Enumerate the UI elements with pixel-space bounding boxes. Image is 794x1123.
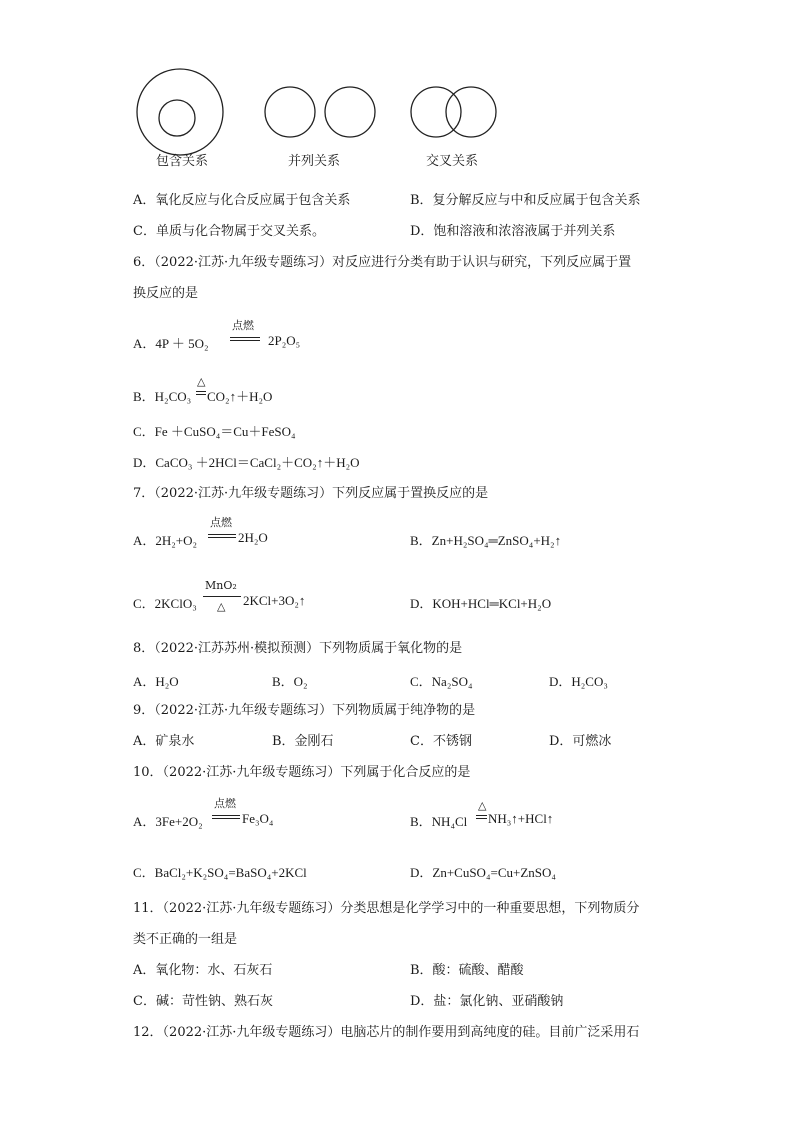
q7-c-heat: △ [217, 600, 226, 613]
q9-option-a: A．矿泉水 [133, 734, 195, 749]
q5-option-c: C．单质与化合物属于交叉关系。 [133, 224, 325, 239]
q10-option-a-right: Fe₃O₄ [242, 811, 274, 826]
q5-option-b: B．复分解反应与中和反应属于包含关系 [410, 193, 641, 208]
q10-option-a-left: A．3Fe+2O₂ [133, 814, 203, 829]
q7-c-equation-bar [203, 596, 241, 597]
q11-option-b: B．酸：硫酸、醋酸 [410, 963, 524, 978]
q10-option-d: D．Zn+CuSO₄=Cu+ZnSO₄ [410, 865, 556, 880]
q7-a-equation-bar [208, 534, 236, 538]
containment-outer-circle [137, 69, 223, 155]
q10-stem: 10．（2022·江苏·九年级专题练习）下列属于化合反应的是 [133, 765, 471, 780]
q8-stem: 8．（2022·江苏苏州·模拟预测）下列物质属于氧化物的是 [133, 641, 463, 656]
q6-b-equation-bar [196, 391, 206, 395]
q6-option-b-left: B．H₂CO₃ [133, 389, 192, 404]
q5-option-d: D．饱和溶液和浓溶液属于并列关系 [410, 224, 616, 239]
q6-stem-line1: 6．（2022·江苏·九年级专题练习）对反应进行分类有助于认识与研究，下列反应属于置 [133, 255, 632, 270]
q11-stem-line1: 11．（2022·江苏·九年级专题练习）分类思想是化学学习中的一种重要思想，下列物质分 [133, 901, 640, 916]
q6-option-c: C．Fe ＋CuSO₄＝Cu＋FeSO₄ [133, 424, 296, 439]
parallel-right-circle [325, 87, 375, 137]
intersect-label: 交叉关系 [426, 154, 479, 169]
q7-c-catalyst: MnO₂ [205, 579, 237, 592]
q5-option-a: A．氧化反应与化合反应属于包含关系 [133, 193, 351, 208]
q10-option-c: C．BaCl₂+K₂SO₄=BaSO₄+2KCl [133, 865, 307, 880]
q8-option-c: C．Na₂SO₄ [410, 674, 473, 689]
q10-b-condition: △ [478, 799, 487, 812]
q7-option-b: B．Zn+H₂SO₄═ZnSO₄+H₂↑ [410, 533, 562, 548]
q7-option-a-right: 2H₂O [238, 530, 268, 545]
q10-a-equation-bar [212, 815, 240, 819]
q8-option-b: B．O₂ [272, 674, 308, 689]
q10-b-equation-bar [476, 815, 487, 819]
q7-option-d: D．KOH+HCl═KCl+H₂O [410, 596, 552, 611]
q6-b-condition: △ [197, 375, 206, 388]
q6-option-a-left: A．4P ＋ 5O₂ [133, 336, 209, 351]
q6-a-condition: 点燃 [232, 319, 254, 332]
q11-option-a: A．氧化物：水、石灰石 [133, 963, 273, 978]
containment-inner-circle [159, 100, 195, 136]
q7-option-c-right: 2KCl+3O₂↑ [243, 593, 306, 608]
q6-option-a-right: 2P₂O₅ [268, 333, 301, 348]
q10-option-b-left: B．NH₄Cl [410, 814, 468, 829]
q7-stem: 7．（2022·江苏·九年级专题练习）下列反应属于置换反应的是 [133, 486, 489, 501]
q6-a-equation-bar [230, 337, 260, 341]
q11-stem-line2: 类不正确的一组是 [133, 932, 238, 947]
parallel-left-circle [265, 87, 315, 137]
q11-option-c: C．碱：苛性钠、熟石灰 [133, 994, 273, 1009]
q11-option-d: D．盐：氯化钠、亚硝酸钠 [410, 994, 564, 1009]
q6-option-d: D．CaCO₃ ＋2HCl＝CaCl₂＋CO₂↑＋H₂O [133, 455, 360, 470]
intersect-right-circle [446, 87, 496, 137]
q12-stem-line1: 12．（2022·江苏·九年级专题练习）电脑芯片的制作要用到高纯度的硅。目前广泛采用石 [133, 1025, 640, 1040]
q7-option-a-left: A．2H₂+O₂ [133, 533, 198, 548]
parallel-label: 并列关系 [288, 154, 341, 169]
q10-a-condition: 点燃 [214, 797, 236, 810]
q9-option-c: C．不锈钢 [410, 734, 472, 749]
q9-option-d: D．可燃冰 [549, 734, 612, 749]
q7-option-c-left: C．2KClO₃ [133, 596, 197, 611]
q7-a-condition: 点燃 [210, 516, 232, 529]
q6-stem-line2: 换反应的是 [133, 286, 199, 301]
q6-option-b-right: CO₂↑＋H₂O [207, 389, 273, 404]
q8-option-a: A．H₂O [133, 674, 179, 689]
q9-stem: 9．（2022·江苏·九年级专题练习）下列物质属于纯净物的是 [133, 703, 476, 718]
q10-option-b-right: NH₃↑+HCl↑ [488, 811, 554, 826]
containment-label: 包含关系 [156, 154, 209, 169]
q8-option-d: D．H₂CO₃ [549, 674, 608, 689]
q9-option-b: B．金刚石 [272, 734, 334, 749]
